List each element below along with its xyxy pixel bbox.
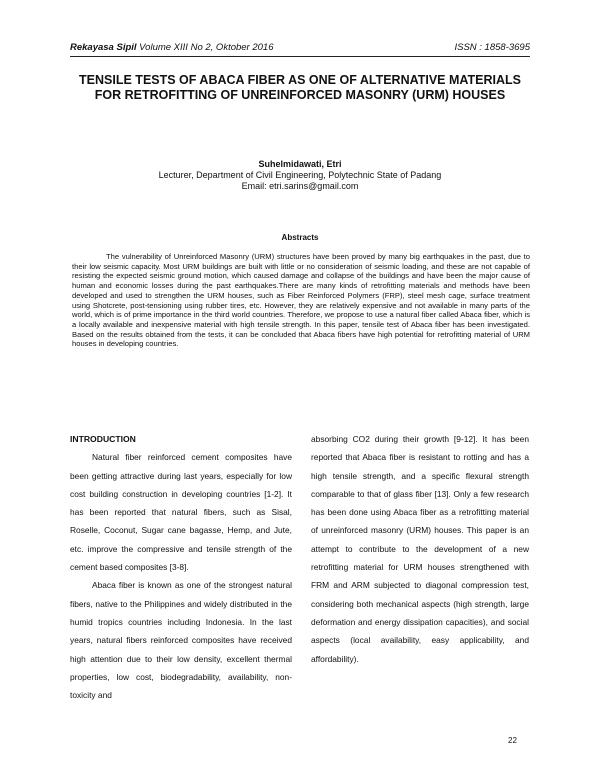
issn: ISSN : 1858-3695 — [454, 42, 530, 53]
body-paragraph: Abaca fiber is known as one of the strongest natural fibers, native to the Philippines and widely distributed in the humid tropics countries including Indonesia. In the last years, natural fibers reinforced composites have received high attention due to their low density, excellent thermal properties, low cost, biodegradability, availability, non-toxicity and — [70, 580, 292, 701]
journal-citation — [70, 42, 274, 53]
abstract-heading: Abstracts — [281, 233, 319, 242]
header-rule — [70, 56, 530, 57]
paper-title: TENSILE TESTS OF ABACA FIBER AS ONE OF ALTERNATIVE MATERIALS FOR RETROFITTING OF UNREINFORCED MASONRY (URM) HOUSES — [79, 73, 521, 102]
author-names: Suhelmidawati, Etri — [258, 159, 342, 169]
running-header — [70, 42, 530, 56]
body-paragraph: Natural fiber reinforced cement composites have been getting attractive during last years, especially for low cost building construction in developing countries [1-2]. It has been reported that natural fibers, such as Sisal, Roselle, Coconut, Sugar cane bagasse, Hemp, and Jute, etc. improve the compressive and tensile strength of the cement based composites [3-8]. — [70, 452, 292, 573]
author-block — [70, 159, 530, 192]
abstract-text: The vulnerability of Unreinforced Masonry (URM) structures have been proved by many big earthquakes in the past, due to their low seismic capacity. Most URM buildings are built with little or no consideration of seismic loading, and these are not capable of resisting the expected seismic ground motion, which caused damage and collapse of the buildings and have been the major cause of human and economic losses during the past earthquakes.There are many kinds of retrofitting materials and methods have been developed and used to strengthen the URM houses, such as Fiber Reinforced Polymers (FRP), steel mesh cage, surface treatment using Shotcrete, post-tensioning using rubber tires, etc. However, they are relatively expensive and not available in many parts of the world, which is of prime importance in the third world countries. Therefore, we propose to use a natural fiber called Abaca fiber, which is a locally available and inexpensive material with high tensile strength. In this paper, tensile test of Abaca fiber has been investigated. Based on the results obtained from the tests, it can be concluded that Abaca fibers have high potential for retrofitting material of URM houses in developing countries. — [72, 252, 530, 349]
body-column-right — [311, 430, 529, 668]
author-email: Email: etri.sarins@gmail.com — [241, 181, 359, 191]
journal-name: Rekayasa Sipil — [70, 42, 137, 53]
author-affiliation: Lecturer, Department of Civil Engineering, Polytechnic State of Padang — [158, 170, 442, 180]
body-paragraph: absorbing CO2 during their growth [9-12]. It has been reported that Abaca fiber is resistant to rotting and has a high tensile strength, and a specific flexural strength comparable to that of glass fiber [13]. Only a few research has been done using Abaca fiber as a retrofitting material of unreinforced masonry (URM) houses. This paper is an attempt to contribute to the development of a new retrofitting material for URM houses strengthened with FRM and ARM subjected to diagonal compression test, considering both mechanical aspects (high strength, large deformation and energy dissipation capacities), and social aspects (local availability, easy applicability, and affordability). — [311, 434, 529, 664]
section-heading-introduction: INTRODUCTION — [70, 434, 136, 444]
body-column-left — [70, 430, 292, 704]
page-number: 22 — [508, 736, 517, 745]
journal-volume: Volume XIII No 2, Oktober 2016 — [136, 42, 274, 53]
